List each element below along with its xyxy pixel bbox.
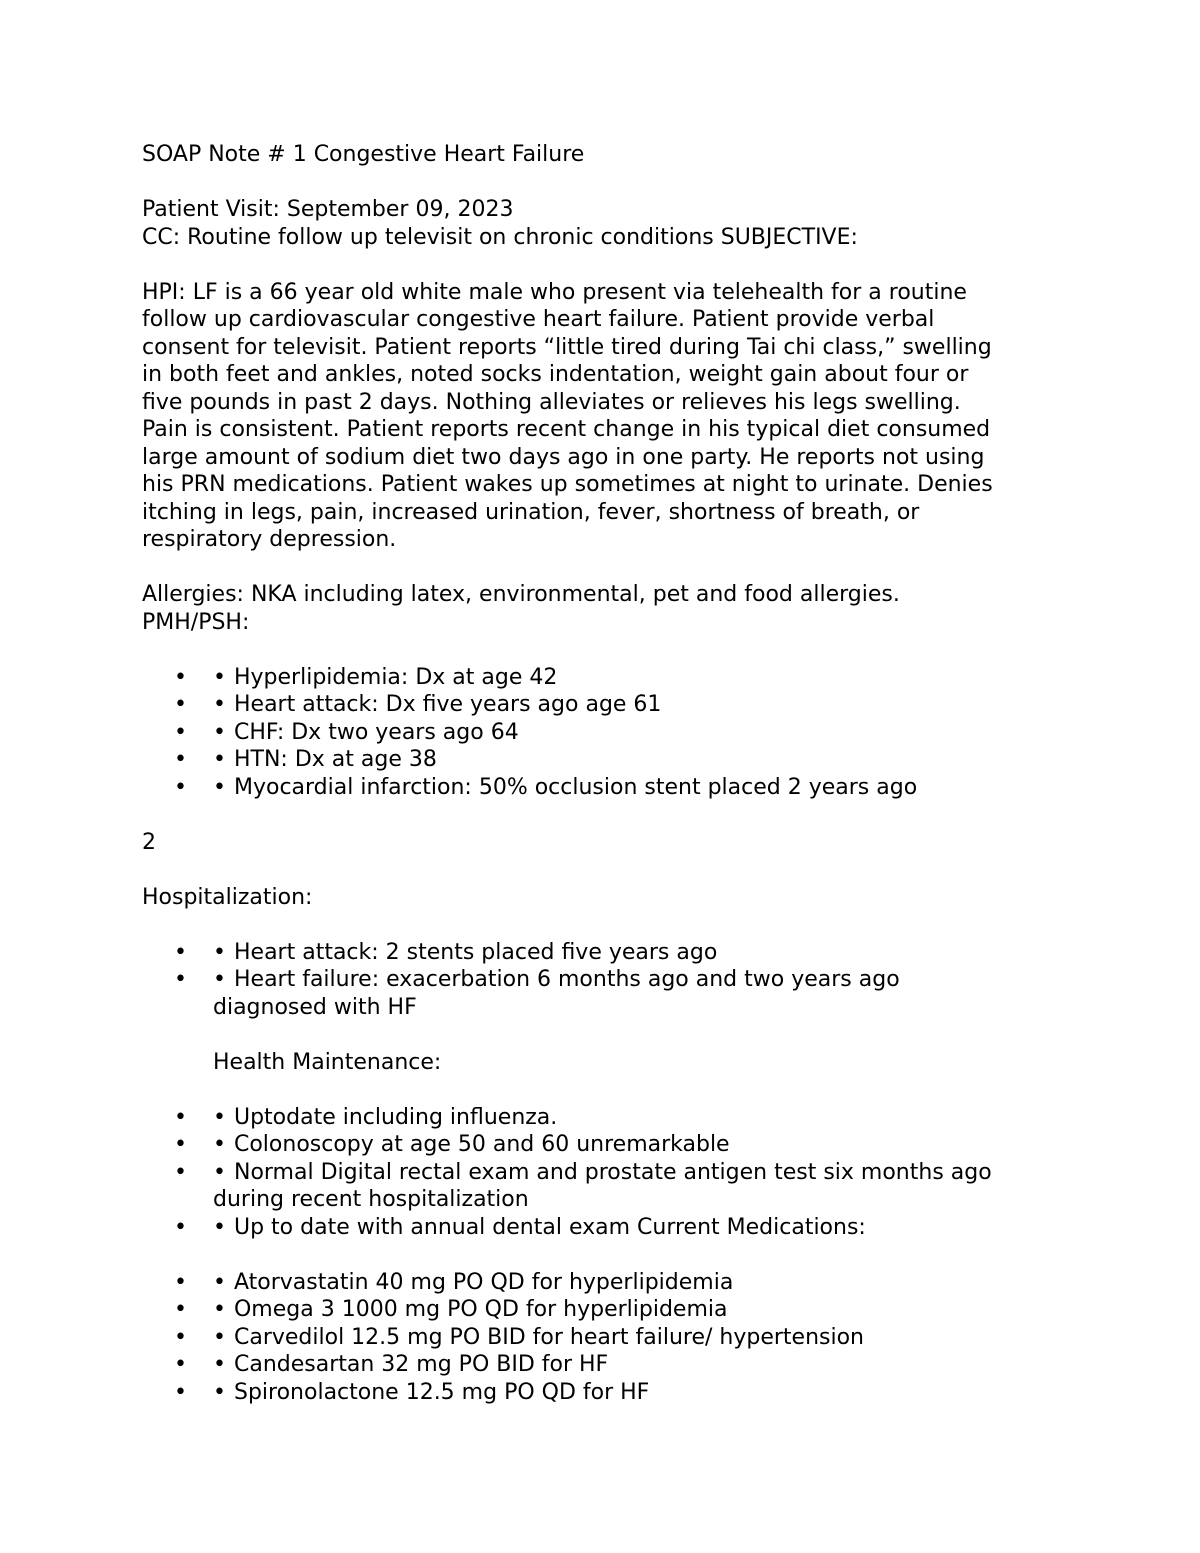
- bullet-icon: •: [174, 1159, 187, 1185]
- list-item-text: Myocardial infarction: 50% occlusion stent placed 2 years ago: [233, 774, 918, 800]
- list-item: [142, 774, 1142, 802]
- bullet-icon: •: [213, 1324, 226, 1350]
- list-item-text: Colonoscopy at age 50 and 60 unremarkable: [233, 1132, 730, 1157]
- list-item-text: Heart attack: Dx five years ago age 61: [233, 692, 662, 717]
- bullet-icon: •: [174, 1297, 187, 1322]
- hpi-line: HPI: LF is a 66 year old white male who present via telehealth for a routine: [142, 279, 967, 305]
- list-item: [142, 1159, 1142, 1214]
- hpi-line: his PRN medications. Patient wakes up sometimes at night to urinate. Denies: [142, 472, 993, 497]
- bullet-icon: •: [174, 939, 187, 965]
- pmh-list: [142, 664, 1142, 802]
- bullet-icon: •: [213, 1214, 226, 1240]
- spacer: [142, 554, 1142, 582]
- bullet-icon: •: [174, 1269, 187, 1295]
- bullet-icon: •: [213, 1104, 226, 1130]
- spacer: [142, 1021, 1142, 1049]
- bullet-icon: •: [213, 664, 226, 690]
- spacer: [142, 911, 1142, 939]
- bullet-icon: •: [213, 1269, 226, 1295]
- health-maintenance-label: Health Maintenance:: [213, 1049, 442, 1075]
- spacer: [142, 1241, 1142, 1269]
- bullet-icon: •: [174, 1379, 187, 1405]
- list-item: [142, 1296, 1142, 1324]
- list-item-text: during recent hospitalization: [213, 1187, 529, 1212]
- chief-complaint: CC: Routine follow up televisit on chronic conditions SUBJECTIVE:: [142, 224, 858, 250]
- hpi-line: large amount of sodium diet two days ago in one party. He reports not using: [142, 444, 985, 470]
- bullet-icon: •: [174, 692, 187, 717]
- list-item: [142, 966, 1142, 1021]
- bullet-icon: •: [213, 967, 226, 992]
- list-item-text: CHF: Dx two years ago 64: [233, 719, 519, 745]
- list-item-text: Heart failure: exacerbation 6 months ago and two years ago: [233, 967, 900, 992]
- list-item: [142, 1104, 1142, 1132]
- bullet-icon: •: [174, 664, 187, 690]
- hospitalization-label: Hospitalization:: [142, 884, 313, 910]
- bullet-icon: •: [174, 1132, 187, 1157]
- medications-list: [142, 1269, 1142, 1407]
- list-item: [142, 746, 1142, 774]
- bullet-icon: •: [213, 1132, 226, 1157]
- list-item: [142, 664, 1142, 692]
- hpi-line: five pounds in past 2 days. Nothing alleviates or relieves his legs swelling.: [142, 389, 961, 415]
- bullet-icon: •: [213, 1159, 226, 1185]
- hospitalization-list: [142, 939, 1142, 1022]
- list-item-text: Omega 3 1000 mg PO QD for hyperlipidemia: [233, 1297, 728, 1322]
- list-item-text: Uptodate including influenza.: [233, 1104, 558, 1130]
- list-item: [142, 691, 1142, 719]
- spacer: [142, 169, 1142, 197]
- list-item: [142, 719, 1142, 747]
- spacer: [142, 251, 1142, 279]
- list-item-text: diagnosed with HF: [213, 994, 417, 1020]
- list-item: [142, 1214, 1142, 1242]
- bullet-icon: •: [213, 774, 226, 800]
- bullet-icon: •: [213, 692, 226, 717]
- patient-visit: Patient Visit: September 09, 2023: [142, 197, 514, 222]
- bullet-icon: •: [174, 719, 187, 745]
- hpi-line: respiratory depression.: [142, 527, 397, 552]
- list-item-text: Up to date with annual dental exam Current Medications:: [233, 1214, 866, 1240]
- list-item: [142, 1351, 1142, 1379]
- health-maintenance-list: [142, 1104, 1142, 1242]
- list-item-text: Normal Digital rectal exam and prostate antigen test six months ago: [233, 1159, 992, 1185]
- bullet-icon: •: [213, 1297, 226, 1322]
- hpi-line: Pain is consistent. Patient reports recent change in his typical diet consumed: [142, 417, 991, 442]
- pmh-label: PMH/PSH:: [142, 609, 250, 635]
- list-item-text: Hyperlipidemia: Dx at age 42: [233, 664, 558, 690]
- bullet-icon: •: [174, 774, 187, 800]
- list-item-text: Atorvastatin 40 mg PO QD for hyperlipidemia: [233, 1269, 734, 1295]
- bullet-icon: •: [213, 1379, 226, 1405]
- list-item: [142, 1131, 1142, 1159]
- list-item: [142, 939, 1142, 967]
- document-title: SOAP Note # 1 Congestive Heart Failure: [142, 142, 585, 167]
- bullet-icon: •: [174, 1214, 187, 1240]
- list-item-text: HTN: Dx at age 38: [233, 747, 437, 772]
- bullet-icon: •: [213, 747, 226, 772]
- allergies: Allergies: NKA including latex, environmental, pet and food allergies.: [142, 582, 900, 607]
- spacer: [142, 636, 1142, 664]
- hpi-line: follow up cardiovascular congestive heart failure. Patient provide verbal: [142, 307, 935, 332]
- list-item: [142, 1379, 1142, 1407]
- page-number: 2: [142, 829, 156, 855]
- list-item-text: Candesartan 32 mg PO BID for HF: [233, 1352, 609, 1377]
- bullet-icon: •: [174, 747, 187, 772]
- spacer: [142, 1076, 1142, 1104]
- bullet-icon: •: [174, 1352, 187, 1377]
- bullet-icon: •: [174, 967, 187, 992]
- hpi-paragraph: [142, 279, 1142, 554]
- bullet-icon: •: [213, 939, 226, 965]
- hpi-line: consent for televisit. Patient reports “little tired during Tai chi class,” swelling: [142, 334, 992, 360]
- bullet-icon: •: [213, 719, 226, 745]
- bullet-icon: •: [213, 1352, 226, 1377]
- list-item: [142, 1269, 1142, 1297]
- document-page: [142, 141, 1142, 1406]
- list-item-text: Carvedilol 12.5 mg PO BID for heart failure/ hypertension: [233, 1324, 864, 1350]
- bullet-icon: •: [174, 1104, 187, 1130]
- list-item-text: Heart attack: 2 stents placed five years ago: [233, 939, 718, 965]
- hpi-line: in both feet and ankles, noted socks indentation, weight gain about four or: [142, 362, 969, 387]
- spacer: [142, 856, 1142, 884]
- list-item-text: Spironolactone 12.5 mg PO QD for HF: [233, 1379, 650, 1405]
- hpi-line: itching in legs, pain, increased urination, fever, shortness of breath, or: [142, 499, 920, 525]
- bullet-icon: •: [174, 1324, 187, 1350]
- list-item: [142, 1324, 1142, 1352]
- spacer: [142, 801, 1142, 829]
